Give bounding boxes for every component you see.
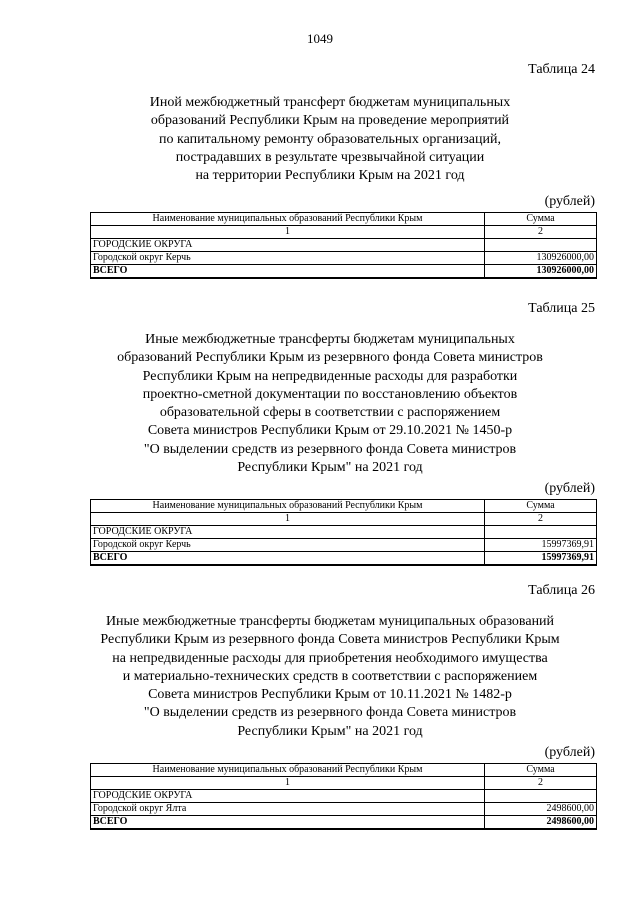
data-table — [90, 499, 597, 566]
title-line: на непредвиденные расходы для приобретения необходимого имущества — [112, 650, 548, 666]
title-line: и материально-технических средств в соответствии с распоряжением — [122, 668, 538, 684]
title-line: пострадавших в результате чрезвычайной ситуации — [175, 149, 485, 165]
title-line: по капитальному ремонту образовательных организаций, — [158, 131, 501, 147]
title-line: Республики Крым из резервного фонда Совета министров Республики Крым — [100, 632, 560, 648]
header-name-cell: Наименование муниципальных образований Республики Крым — [91, 213, 485, 226]
title-line: образований Республики Крым на проведение мероприятий — [150, 113, 510, 129]
data-table — [90, 212, 597, 279]
row-name-cell: Городской округ Керчь — [91, 539, 485, 552]
column-number-cell: 1 — [91, 777, 485, 790]
unit-label: (рублей) — [544, 481, 595, 496]
group-row — [91, 790, 597, 803]
group-cell: ГОРОДСКИЕ ОКРУГА — [91, 526, 485, 539]
table-title — [60, 331, 600, 477]
total-name-cell: ВСЕГО — [91, 816, 485, 830]
column-number-row — [91, 777, 597, 790]
column-number-cell: 1 — [91, 226, 485, 239]
group-row — [91, 526, 597, 539]
table-row — [91, 539, 597, 552]
unit-label: (рублей) — [544, 194, 595, 209]
empty-cell — [485, 239, 597, 252]
title-line: Совета министров Республики Крым от 10.11.2021 № 1482-р — [148, 687, 512, 703]
total-row — [91, 552, 597, 566]
title-line: проектно-сметной документации по восстановлению объектов — [142, 386, 518, 402]
row-name-cell: Городской округ Ялта — [91, 803, 485, 816]
column-number-cell: 2 — [485, 226, 597, 239]
row-amount-cell: 2498600,00 — [485, 803, 597, 816]
group-cell: ГОРОДСКИЕ ОКРУГА — [91, 790, 485, 803]
title-line: Республики Крым" на 2021 год — [237, 460, 423, 476]
column-number-cell: 2 — [485, 777, 597, 790]
table-header-row — [91, 213, 597, 226]
title-line: Республики Крым на непредвиденные расходы для разработки — [142, 368, 518, 384]
table-label: Таблица 26 — [528, 583, 595, 598]
title-line: Иные межбюджетные трансферты бюджетам муниципальных образований — [105, 614, 555, 629]
header-name-cell: Наименование муниципальных образований Республики Крым — [91, 764, 485, 777]
total-amount-cell: 130926000,00 — [485, 265, 597, 279]
total-row — [91, 816, 597, 830]
header-amount-cell: Сумма — [485, 500, 597, 513]
table-label: Таблица 25 — [528, 301, 595, 316]
total-name-cell: ВСЕГО — [91, 265, 485, 279]
group-row — [91, 239, 597, 252]
total-amount-cell: 2498600,00 — [485, 816, 597, 830]
title-line: Совета министров Республики Крым от 29.10.2021 № 1450-р — [147, 423, 513, 439]
header-amount-cell: Сумма — [485, 764, 597, 777]
group-cell: ГОРОДСКИЕ ОКРУГА — [91, 239, 485, 252]
column-number-cell: 2 — [485, 513, 597, 526]
header-name-cell: Наименование муниципальных образований Республики Крым — [91, 500, 485, 513]
title-line: "О выделении средств из резервного фонда Совета министров — [143, 705, 517, 721]
title-line: на территории Республики Крым на 2021 год — [195, 168, 465, 184]
table-header-row — [91, 500, 597, 513]
empty-cell — [485, 526, 597, 539]
table-title — [60, 94, 600, 185]
row-amount-cell: 15997369,91 — [485, 539, 597, 552]
data-table — [90, 763, 597, 830]
unit-label: (рублей) — [544, 745, 595, 760]
title-line: Иные межбюджетные трансферты бюджетам муниципальных — [145, 332, 515, 347]
title-line: Иной межбюджетный трансферт бюджетам муниципальных — [149, 95, 511, 110]
row-name-cell: Городской округ Керчь — [91, 252, 485, 265]
column-number-cell: 1 — [91, 513, 485, 526]
total-row — [91, 265, 597, 279]
page-number: 1049 — [307, 31, 333, 46]
table-header-row — [91, 764, 597, 777]
empty-cell — [485, 790, 597, 803]
column-number-row — [91, 226, 597, 239]
total-amount-cell: 15997369,91 — [485, 552, 597, 566]
header-amount-cell: Сумма — [485, 213, 597, 226]
column-number-row — [91, 513, 597, 526]
title-line: "О выделении средств из резервного фонда Совета министров — [143, 441, 517, 457]
title-line: Республики Крым" на 2021 год — [237, 723, 423, 739]
table-row — [91, 803, 597, 816]
total-name-cell: ВСЕГО — [91, 552, 485, 566]
row-amount-cell: 130926000,00 — [485, 252, 597, 265]
table-title — [60, 613, 600, 741]
table-label: Таблица 24 — [528, 62, 595, 77]
table-row — [91, 252, 597, 265]
title-line: образований Республики Крым из резервного фонда Совета министров — [117, 350, 543, 366]
title-line: образовательной сферы в соответствии с распоряжением — [159, 405, 501, 421]
